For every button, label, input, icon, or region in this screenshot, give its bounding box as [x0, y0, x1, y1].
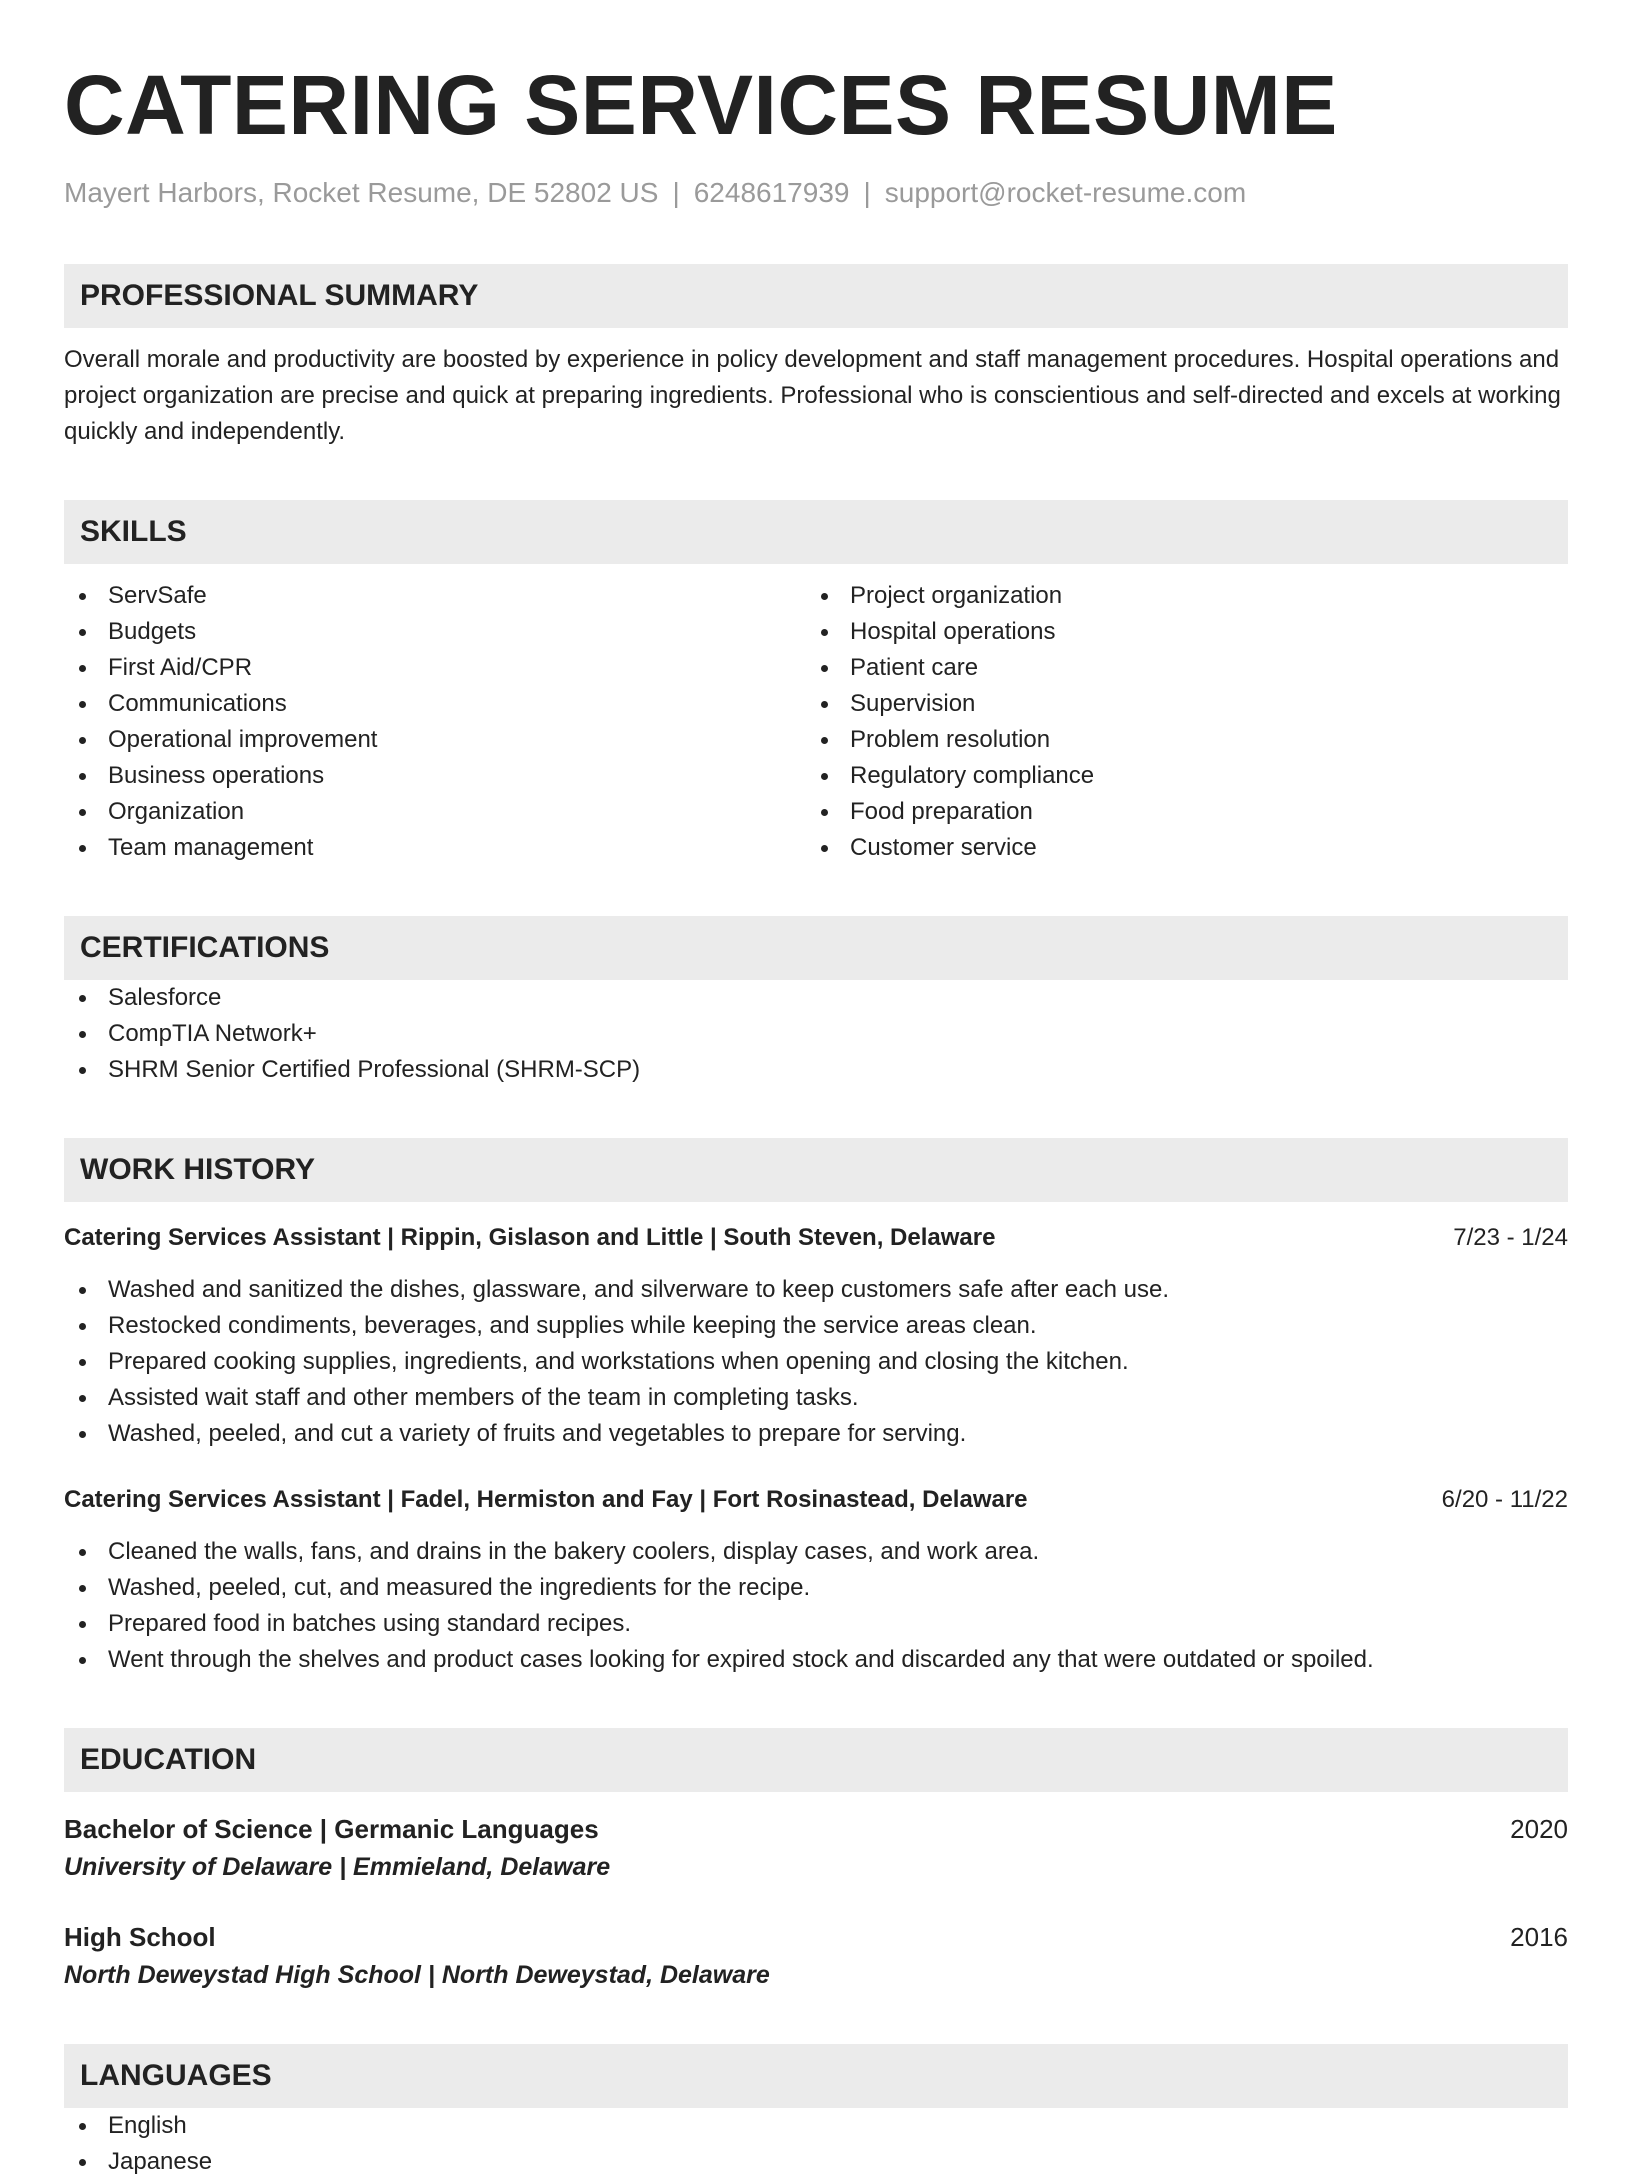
job-duty-item: Cleaned the walls, fans, and drains in the bakery coolers, display cases, and work area. — [64, 1534, 1568, 1570]
certifications-list — [64, 980, 1568, 1088]
skill-item: Problem resolution — [806, 722, 1548, 758]
job-dates: 7/23 - 1/24 — [1453, 1224, 1568, 1251]
skill-item: Patient care — [806, 650, 1548, 686]
job-duty-item: Assisted wait staff and other members of the team in completing tasks. — [64, 1380, 1568, 1416]
job-duty-item: Prepared food in batches using standard recipes. — [64, 1606, 1568, 1642]
skill-item: ServSafe — [64, 578, 806, 614]
skills-list — [64, 578, 1568, 866]
language-item: Japanese — [64, 2144, 1568, 2180]
education-school: University of Delaware | Emmieland, Delaware — [64, 1853, 611, 1881]
certification-item: SHRM Senior Certified Professional (SHRM-SCP) — [64, 1052, 1568, 1088]
section-heading-certifications: CERTIFICATIONS — [64, 916, 1568, 980]
skill-item: Hospital operations — [806, 614, 1548, 650]
education-header — [64, 1810, 1568, 1848]
job-duty-item: Prepared cooking supplies, ingredients, and workstations when opening and closing the kitchen. — [64, 1344, 1568, 1380]
skill-item: Communications — [64, 686, 806, 722]
job-title: Catering Services Assistant | Fadel, Hermiston and Fay | Fort Rosinastead, Delaware — [64, 1486, 1028, 1513]
certification-item: Salesforce — [64, 980, 1568, 1016]
job-dates: 6/20 - 11/22 — [1441, 1486, 1568, 1513]
job-duties — [64, 1272, 1568, 1452]
job-header — [64, 1482, 1568, 1518]
contact-email[interactable]: support@rocket-resume.com — [884, 177, 1247, 208]
contact-separator: | — [672, 177, 680, 208]
skill-item: Food preparation — [806, 794, 1548, 830]
skill-item: Operational improvement — [64, 722, 806, 758]
education-year: 2020 — [1510, 1814, 1568, 1844]
job-title: Catering Services Assistant | Rippin, Gislason and Little | South Steven, Delaware — [64, 1224, 996, 1251]
section-heading-skills: SKILLS — [64, 500, 1568, 564]
contact-address: Mayert Harbors, Rocket Resume, DE 52802 US — [64, 177, 659, 208]
skill-item: Regulatory compliance — [806, 758, 1548, 794]
section-heading-work-history: WORK HISTORY — [64, 1138, 1568, 1202]
education-year: 2016 — [1510, 1922, 1568, 1952]
job-duty-item: Washed, peeled, cut, and measured the ingredients for the recipe. — [64, 1570, 1568, 1606]
skill-item: Business operations — [64, 758, 806, 794]
skill-item: Team management — [64, 830, 806, 866]
skill-item: First Aid/CPR — [64, 650, 806, 686]
section-heading-summary: PROFESSIONAL SUMMARY — [64, 264, 1568, 328]
job-duty-item: Washed, peeled, and cut a variety of fruits and vegetables to prepare for serving. — [64, 1416, 1568, 1452]
job-entry — [64, 1220, 1568, 1452]
skills-column-left — [64, 578, 806, 866]
education-header — [64, 1918, 1568, 1956]
education-entry — [64, 1810, 1568, 1886]
skill-item: Project organization — [806, 578, 1548, 614]
job-header — [64, 1220, 1568, 1256]
education-degree: Bachelor of Science | Germanic Languages — [64, 1814, 599, 1844]
skills-column-right — [806, 578, 1548, 866]
skill-item: Organization — [64, 794, 806, 830]
section-heading-education: EDUCATION — [64, 1728, 1568, 1792]
education-school: North Deweystad High School | North Deweystad, Delaware — [64, 1961, 770, 1989]
languages-list — [64, 2108, 1568, 2180]
job-duty-item: Restocked condiments, beverages, and supplies while keeping the service areas clean. — [64, 1308, 1568, 1344]
section-heading-languages: LANGUAGES — [64, 2044, 1568, 2108]
education-degree: High School — [64, 1922, 216, 1952]
job-entry — [64, 1482, 1568, 1678]
certification-item: CompTIA Network+ — [64, 1016, 1568, 1052]
contact-phone: 6248617939 — [693, 177, 850, 208]
education-entry — [64, 1918, 1568, 1994]
job-duty-item: Washed and sanitized the dishes, glassware, and silverware to keep customers safe after each use. — [64, 1272, 1568, 1308]
skill-item: Supervision — [806, 686, 1548, 722]
contact-line — [64, 176, 1568, 210]
job-duty-item: Went through the shelves and product cases looking for expired stock and discarded any that were outdated or spoiled. — [64, 1642, 1568, 1678]
contact-separator: | — [863, 177, 871, 208]
resume-title: CATERING SERVICES RESUME — [64, 58, 1338, 152]
summary-text: Overall morale and productivity are boosted by experience in policy development and staff management procedures. Hospital operations and project organization are precise and quick at preparing ingredients. Professional who is conscientious and self-directed and excels at working quickly and independently. — [64, 346, 1561, 445]
skill-item: Budgets — [64, 614, 806, 650]
language-item: English — [64, 2108, 1568, 2144]
skill-item: Customer service — [806, 830, 1548, 866]
job-duties — [64, 1534, 1568, 1678]
